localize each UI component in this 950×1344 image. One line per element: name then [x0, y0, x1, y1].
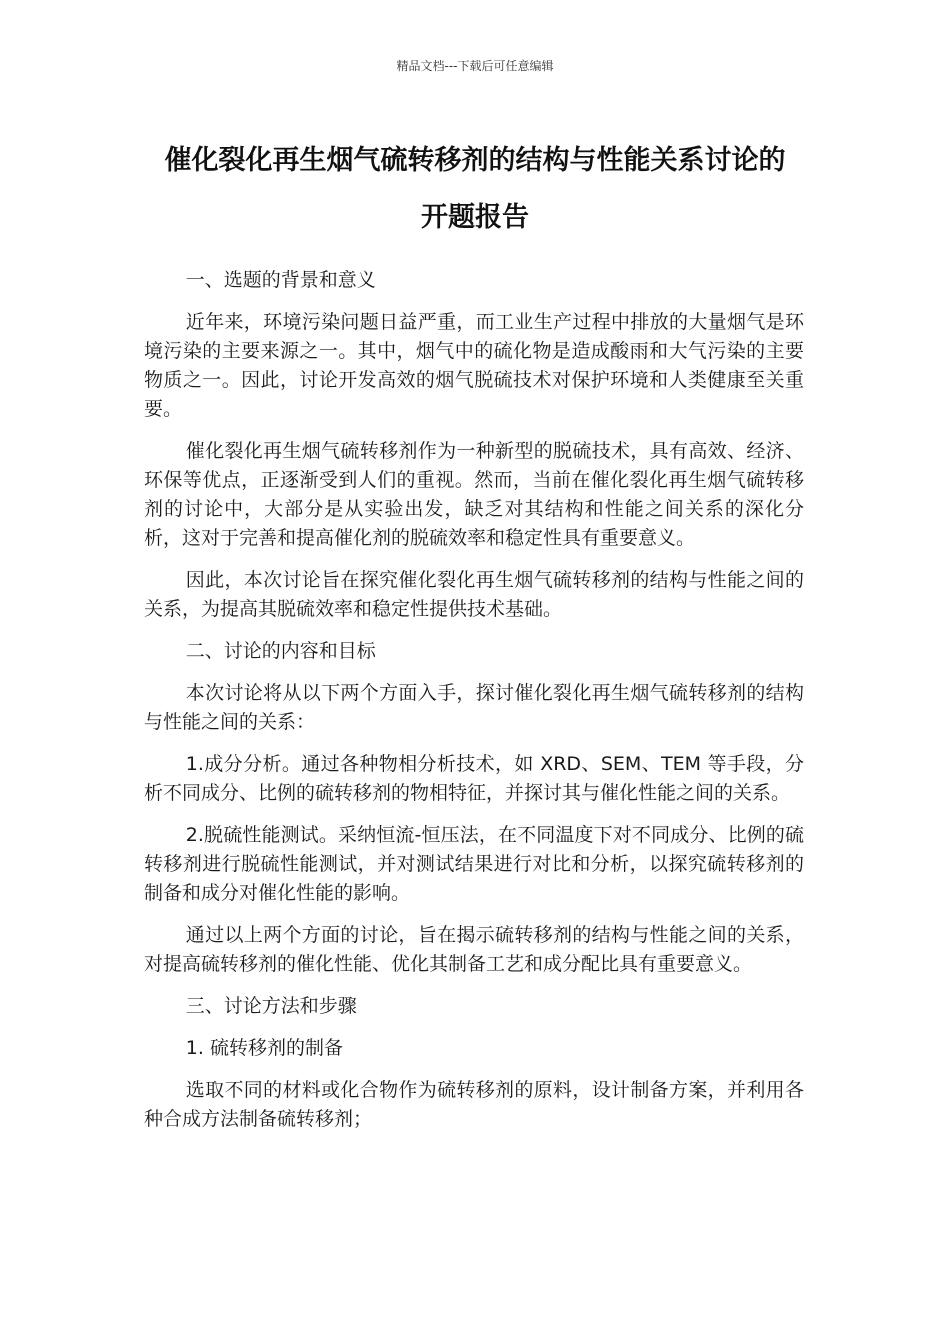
title-line-2: 开题报告 — [421, 202, 529, 233]
paragraph: 近年来，环境污染问题日益严重，而工业生产过程中排放的大量烟气是环境污染的主要来源之一。其中，烟气中的硫化物是造成酸雨和大气污染的主要物质之一。因此，讨论开发高效的烟气脱硫技术对保护环境和人类健康至关重要。 — [144, 311, 804, 420]
document-title — [100, 132, 850, 246]
header-note: 精品文档---下载后可任意编辑 — [396, 59, 554, 73]
document-body — [144, 266, 804, 1147]
paragraph: 选取不同的材料或化合物作为硫转移剂的原料，设计制备方案，并利用各种合成方法制备硫转移剂； — [144, 1079, 804, 1130]
paragraph: 催化裂化再生烟气硫转移剂作为一种新型的脱硫技术，具有高效、经济、环保等优点，正逐渐受到人们的重视。然而，当前在催化裂化再生烟气硫转移剂的讨论中，大部分是从实验出发，缺乏对其结构和性能之间关系的深化分析，这对于完善和提高催化剂的脱硫效率和稳定性具有重要意义。 — [144, 440, 804, 549]
title-line-1: 催化裂化再生烟气硫转移剂的结构与性能关系讨论的 — [164, 145, 786, 176]
section-heading-background: 一、选题的背景和意义 — [185, 269, 376, 291]
paragraph: 通过以上两个方面的讨论，旨在揭示硫转移剂的结构与性能之间的关系，对提高硫转移剂的催化性能、优化其制备工艺和成分配比具有重要意义。 — [144, 924, 804, 975]
paragraph: 1.成分分析。通过各种物相分析技术，如 XRD、SEM、TEM 等手段，分析不同成分、比例的硫转移剂的物相特征，并探讨其与催化性能之间的关系。 — [144, 753, 804, 804]
paragraph: 本次讨论将从以下两个方面入手，探讨催化裂化再生烟气硫转移剂的结构与性能之间的关系： — [144, 682, 804, 733]
paragraph: 2.脱硫性能测试。采纳恒流-恒压法，在不同温度下对不同成分、比例的硫转移剂进行脱硫性能测试，并对测试结果进行对比和分析，以探究硫转移剂的制备和成分对催化性能的影响。 — [144, 824, 804, 904]
paragraph: 因此，本次讨论旨在探究催化裂化再生烟气硫转移剂的结构与性能之间的关系，为提高其脱硫效率和稳定性提供技术基础。 — [144, 569, 804, 620]
section-heading-content: 二、讨论的内容和目标 — [185, 640, 376, 662]
section-heading-methods: 三、讨论方法和步骤 — [185, 995, 357, 1017]
subsection-heading: 1. 硫转移剂的制备 — [185, 1037, 343, 1059]
